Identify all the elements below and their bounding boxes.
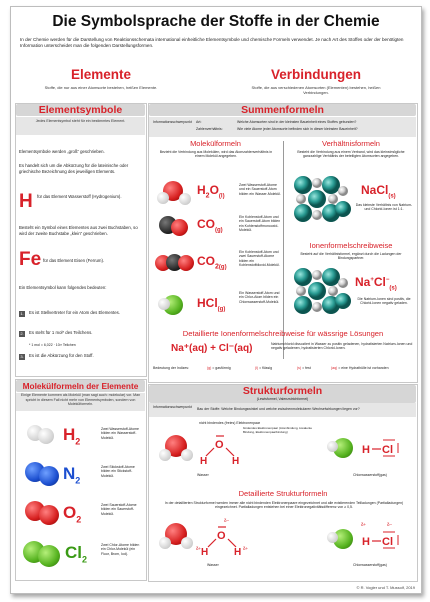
sf-art-label: Art: <box>196 120 202 124</box>
waessrig-text: Natriumchlorid dissoziiert in Wasser zu positiv geladenen, hydratisierten Natrium-Ionen und negativ geladenen, hydratisierten Chlorid-Ionen. <box>271 342 413 351</box>
item-number: 3. <box>20 354 24 359</box>
legend-g: (g) = gasförmig <box>207 366 231 370</box>
sf-info-label: Informationsschwerpunkt <box>153 120 192 124</box>
ionen-title: Ionenformelschreibweise <box>309 241 393 250</box>
svg-text:H: H <box>201 547 209 558</box>
formula-h2o: $H_2O_{(l)}$ <box>197 183 225 200</box>
sf-zahl-text: Wie viele Atome jeder Atomsorte befinden sich in dieser kleinsten Baueinheit? <box>237 127 358 131</box>
molekuelformeln-sub: Bezieht die Verbindung aus Molekülen, wird das Atomzahlenverhältnis in einem Molekül angegeben. <box>159 150 273 159</box>
formula-n2: $N_2$ <box>63 464 81 486</box>
molekuelformeln-title: Molekülformeln <box>190 139 241 148</box>
verhaeltnis-sub: Besteht die Verbindung aus einem Verband, wird das kleinstmögliche ganzzahlige Verhältnis der beteiligten Atomsorten angegeben. <box>297 150 405 159</box>
es-fe-text: für das Element Eisen (Ferrum). <box>43 258 105 263</box>
symbol-h: H <box>19 191 33 212</box>
hcl-structure-icon <box>361 437 405 459</box>
hydrogen-atom-icon <box>38 428 54 444</box>
delta-plus: δ+ <box>361 522 367 527</box>
nacl-lattice-icon <box>291 173 351 225</box>
hydrogen-atom-icon <box>157 192 169 204</box>
formula-aq: Na⁺(aq) + Cl⁻(aq) <box>171 343 253 354</box>
symbol-fe: Fe <box>19 249 42 270</box>
elementsymbole-panel <box>15 103 147 377</box>
detail-text: In der detaillierten Strukturformel werden immer alle nicht bindenden Elektronenpaare eingezeichnet und alle existierenden Teilladungen (Partialladungen) eingezeichnet. Partialladungen entstehen bei einer Elektronegativitätsdifferenz von ≥ 0,5. <box>164 501 404 510</box>
elementsymbole-sub: Jedes Elementsymbol steht für ein bestimmtes Element. <box>16 117 145 135</box>
delta-minus: δ− <box>224 518 230 523</box>
formula-hcl: HCl$_{(g)}$ <box>197 296 226 313</box>
formula-nacl: NaCl$_{(s)}$ <box>361 183 396 200</box>
co-text: Ein Kohlenstoff-Atom und ein Sauerstoff-Atom bilden ein Kohlenstoffmonooxid-Molekül. <box>239 215 281 232</box>
es-p1: Elementsymbole werden „groß“ geschrieben. <box>19 149 105 154</box>
elementsymbole-header: Elementsymbole <box>16 104 145 116</box>
es-footnote: * 1 mol = 6,022 · 10²³ Teilchen <box>29 343 76 347</box>
es-p2: Es handelt sich um die Abkürzung für die lateinische oder griechische Bezeichnung des jeweiligen Elements. <box>19 163 129 174</box>
ionen-text: Die Natrium-Ionen sind positiv, die Chlorid-Ionen negativ geladen. <box>357 297 411 306</box>
mfe-header: Molekülformeln der Elemente <box>16 380 145 392</box>
mfe-cl2-text: Zwei Chlor-Atome bilden ein Chlor-Molekül (ein Fluor, Brom, Iod). <box>101 543 140 556</box>
strukturformeln-header-sub: (Lewisformel, Valenzstrichformel) <box>256 397 309 401</box>
hydrogen-atom-icon <box>327 441 338 452</box>
copyright: © R. Vogler und T. Mussolf, 2019 <box>356 585 415 590</box>
hydrogen-atom-icon <box>181 537 193 549</box>
hydrogen-atom-icon <box>159 449 171 461</box>
oxygen-atom-icon <box>171 219 188 236</box>
oxygen-atom-icon <box>39 505 59 525</box>
es-item-1: Es ist Stellvertreter für ein Atom des Elementes. <box>29 310 120 315</box>
intro-text: In der Chemie werden für die Darstellung von Reaktionsschemata international einheitliche Elementsymbole und chemische Formeln verwendet. Je nach Art des Stoffes oder der benötigten Information unterscheidet man die folgenden Darstellungsformen. <box>20 37 404 49</box>
svg-text:Cl: Cl <box>382 536 393 548</box>
svg-text:H: H <box>362 444 370 456</box>
hydrogen-atom-icon <box>158 298 170 310</box>
svg-text:H: H <box>200 456 208 465</box>
elemente-sub: Stoffe, die nur aus einer Atomsorte bestehen, heißen Elemente. <box>44 85 158 90</box>
legend-l: (l) = flüssig <box>255 366 273 370</box>
formula-co: $CO_{(g)}$ <box>197 217 223 234</box>
svg-text:H: H <box>362 536 370 548</box>
hydrogen-atom-icon <box>179 193 191 205</box>
formula-h2: $H_2$ <box>63 425 81 447</box>
delta-plus: δ+ <box>243 546 249 551</box>
hydrogen-atom-icon <box>181 449 193 461</box>
es-p4: Ein Elementsymbol kann folgendes bedeuten: <box>19 285 107 290</box>
formula-co2: $CO_{2(g)}$ <box>197 254 227 271</box>
sf-zahl-label: Zahlenverhältnis: <box>196 127 223 131</box>
item-number: 1. <box>20 311 24 316</box>
co2-text: Ein Kohlenstoff-Atom und zwei Sauerstoff-Atome bilden ein Kohlenstoffdioxid-Molekül. <box>239 250 280 267</box>
hcl-text: Ein Wasserstoff-Atom und ein Chlor-Atom bilden ein Chlorwasserstoff-Molekül. <box>239 291 280 304</box>
water-structure-icon <box>199 431 241 465</box>
oxygen-atom-icon <box>178 255 194 271</box>
chlorine-atom-icon <box>38 545 60 567</box>
es-h-text: für das Element Wasserstoff (Hydrogenium). <box>37 194 122 199</box>
es-item-2: Es steht für 1 mol* des Teilchens. <box>29 330 93 335</box>
svg-text:Cl: Cl <box>382 444 393 456</box>
st-info-label: Informationsschwerpunkt <box>153 405 192 409</box>
page-title: Die Symbolsprache der Stoffe in der Chemie <box>52 13 380 30</box>
hcl-detail-structure-icon <box>361 529 405 551</box>
h2o-text: Zwei Wasserstoff-Atome und ein Sauerstoff-Atom bilden ein Wasser-Molekül. <box>239 183 281 196</box>
strukturformeln-header: Strukturformeln <box>149 385 416 403</box>
svg-text:O: O <box>217 530 226 542</box>
annot-lone-pair: nicht bindendes (freies) Elektronenpaar <box>199 421 261 425</box>
svg-text:H: H <box>234 547 242 558</box>
svg-text:H: H <box>232 456 240 465</box>
elemente-label: Elemente <box>70 67 132 82</box>
verbindungen-sub: Stoffe, die aus verschiedenen Atomsorten (Elementen) bestehen, heißen Verbindungen. <box>251 85 381 95</box>
mfe-o2-text: Zwei Sauerstoff-Atome bilden ein Sauerstoff-Molekül. <box>101 503 137 516</box>
formula-na-cl-ions: $Na^+Cl^-_{(s)}$ <box>355 275 397 292</box>
annot-bond-pair: bindendes Elektronenpaar (Atombindung, kovalente Bindung, Elektronenpaarbindung) <box>243 426 313 434</box>
sf-art-text: Welche Atomsorten sind in der kleinsten Baueinheit eines Stoffes gebunden? <box>237 120 357 124</box>
delta-plus: δ+ <box>196 546 202 551</box>
summenformeln-header: Summenformeln <box>149 104 416 116</box>
verbindungen-label: Verbindungen <box>270 67 361 82</box>
svg-text:O: O <box>215 439 224 451</box>
legend-aq: (aq) = eine Hydrathülle ist vorhanden <box>331 366 389 370</box>
mfe-n2-text: Zwei Stickstoff-Atome bilden ein Stickstoff-Molekül. <box>101 465 135 478</box>
hcl-detail-label: Chlorwasserstoff(gas) <box>353 563 387 567</box>
es-item-3: Es ist die Abkürzung für den Stoff. <box>29 353 94 358</box>
mfe-sub: Einige Elemente kommen als Molekül (man sagt auch: molekular) vor. Man spricht in diesem Fall nicht mehr von Elementsymbolen, sondern von Molekülformeln. <box>16 393 145 411</box>
verhaeltnis-text: Das kleinste Verhältnis von Natrium- und Chlorid-Ionen ist 1:1. <box>355 203 413 212</box>
legend-s: (s) = fest <box>297 366 311 370</box>
nitrogen-atom-icon <box>39 466 59 486</box>
waessrig-title: Detaillierte Ionenformelschreibweise für wässrige Lösungen <box>182 329 384 338</box>
detail-title: Detaillierte Strukturformeln <box>238 489 328 498</box>
hydrogen-atom-icon <box>159 537 171 549</box>
hydrogen-atom-icon <box>327 532 338 543</box>
item-number: 2. <box>20 331 24 336</box>
es-p3: Besteht ein Symbol eines Elementes aus zwei Buchstaben, so wird der zweite Buchstabe „klein“ geschrieben. <box>19 225 138 236</box>
legend-label: Bedeutung der Indizes: <box>153 366 189 370</box>
st-info-text: Bau der Stoffe: Welche Bindungswinkel und welche zwischenmolekularen Wechselwirkungen liegen vor? <box>197 407 360 411</box>
ion-lattice-icon <box>291 265 351 317</box>
poster <box>10 6 422 594</box>
formula-cl2: $Cl_2$ <box>65 543 88 565</box>
delta-minus: δ− <box>387 522 393 527</box>
hcl-label: Chlorwasserstoff(gas) <box>353 473 387 477</box>
water-detail-label: Wasser <box>207 563 219 567</box>
water-detail-structure-icon <box>197 519 249 559</box>
formula-o2: $O_2$ <box>63 503 82 525</box>
water-label: Wasser <box>197 473 209 477</box>
column-divider <box>283 141 284 359</box>
mfe-h2-text: Zwei Wasserstoff-Atome bilden ein Wasserstoff-Molekül. <box>101 427 139 440</box>
verhaeltnisformeln-title: Verhältnisformeln <box>322 139 380 148</box>
ionen-sub: Besteht auf die Verhältnisformel, ergänzt durch die Ladungen der Bindungspartner. <box>300 252 402 261</box>
